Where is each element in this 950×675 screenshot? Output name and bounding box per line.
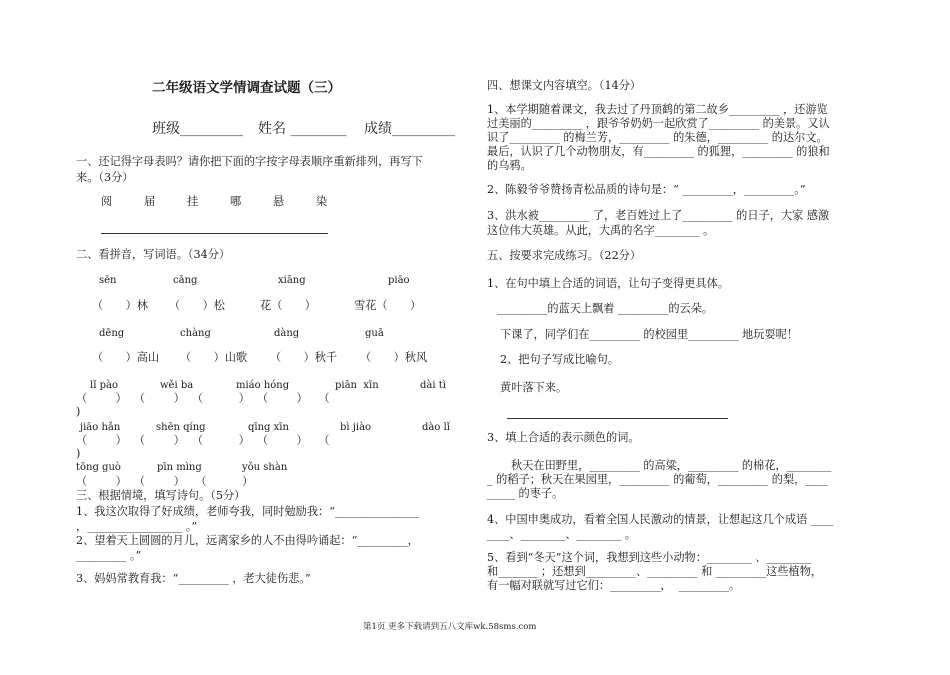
text-line: 过美丽的_________ ，跟爷爷奶奶一起欣赏了_________ 的美景。又认	[487, 117, 830, 130]
pinyin: piān xīn	[335, 380, 379, 391]
pinyin: jiāo hǎn	[80, 422, 121, 433]
word-blank[interactable]: （ ）松	[169, 299, 225, 312]
pinyin: cāng	[173, 275, 198, 286]
char-item: 染	[316, 195, 328, 208]
class-field-label: 班级_________	[152, 121, 243, 137]
page-footer: 第1页 更多下载请到五八文库wk.58sms.com	[363, 622, 537, 632]
word-blank[interactable]: （ ）林	[92, 299, 148, 312]
pinyin: dài tì	[420, 380, 446, 391]
pinyin: miáo hóng	[236, 380, 290, 391]
section5-heading: 五、按要求完成练习。（22分）	[487, 249, 642, 262]
char-item: 阅	[101, 195, 113, 208]
char-item: 哪	[230, 195, 242, 208]
poem-question-2-cont: _________ 。”	[76, 549, 142, 562]
pinyin: dēng	[99, 328, 125, 339]
exercise-3b: _ 的稻子；秋天在果园里，_________ 的葡萄，_________ 的梨，____	[487, 473, 828, 486]
exercise-2: 2、把句子写成比喻句。	[500, 353, 619, 366]
answer-line[interactable]	[101, 233, 328, 234]
poem-question-1: 1、我这次取得了好成绩，老师夸我，同时勉励我：“_______________	[76, 505, 419, 518]
exercise-5: 5、看到“冬天”这个词，我想到这些小动物：________ 、________	[487, 551, 812, 564]
pinyin: lǐ pào	[90, 380, 118, 391]
section2-heading: 二、看拼音，写词语。（34分）	[76, 248, 231, 261]
section4-heading: 四、想课文内容填空。（14分）	[487, 79, 642, 92]
exercise-3: 3、填上合适的表示颜色的词。	[487, 431, 640, 444]
text-line: 1、本学期随着课文，我去过了丹顶鹤的第二故乡_________ ，还游览	[487, 103, 828, 116]
pinyin: tōng guò	[76, 462, 121, 473]
pinyin: pīn mìng	[157, 462, 202, 473]
bracket-blanks[interactable]: （ ） （ ） （ ） （ ） （	[76, 434, 330, 447]
word-blank[interactable]: （ ）秋千	[270, 351, 338, 364]
name-field-label: 姓名 ________	[258, 121, 347, 137]
pinyin: shēn qíng	[156, 422, 206, 433]
word-blank[interactable]: （ ）高山	[92, 351, 160, 364]
pinyin: sēn	[99, 275, 117, 286]
exercise-1: 1、在句中填上合适的词语，让句子变得更具体。	[487, 277, 730, 290]
text-line: 的乌鸦。	[487, 159, 532, 172]
word-blank[interactable]: （ ）山歌	[180, 351, 248, 364]
pinyin: qīng xīn	[248, 422, 289, 433]
text-line: 这位伟大英雄。从此，大禹的名字________ 。	[487, 224, 715, 237]
pinyin: chàng	[180, 328, 211, 339]
bracket-close: )	[76, 447, 81, 460]
exercise-3a: 秋天在田野里，_________ 的高粱，_________ 的棉花，________	[511, 459, 832, 472]
pinyin: dào lǐ	[422, 422, 450, 433]
exercise-1a: _________的蓝天上飘着 _________的云朵。	[497, 302, 714, 315]
exercise-5-cont2: 有一幅对联就写过它们：_________， _________。	[487, 579, 741, 592]
text-line: 最后，认识了几个动物朋友，有_________ 的狐狸，_________ 的狼和	[487, 145, 830, 158]
section3-heading: 三、根据情境，填写诗句。（5分）	[76, 489, 246, 502]
exercise-2a: 黄叶落下来。	[500, 381, 568, 394]
pinyin: yǒu shàn	[242, 462, 288, 473]
text-line: 3、洪水被_________ 了，老百姓过上了_________ 的日子，大家 感激	[487, 209, 830, 222]
pinyin: dàng	[274, 328, 300, 339]
word-blank[interactable]: 雪花（ ）	[354, 299, 422, 312]
pinyin: wěi ba	[160, 380, 194, 391]
bracket-blanks[interactable]: （ ） （ ） （ ） （ ） （	[76, 392, 330, 405]
char-item: 届	[144, 195, 156, 208]
section1-instruction-cont: 来。（3分）	[76, 171, 134, 184]
word-blank[interactable]: 花（ ）	[260, 299, 316, 312]
poem-question-3: 3、妈妈常教育我：“_________ ，老大徒伤悲。”	[76, 572, 311, 585]
pinyin: bì jiào	[340, 422, 372, 433]
exercise-1b: 下课了，同学们在_________ 的校园里_________ 地玩耍呢！	[500, 328, 798, 341]
exercise-4: 4、中国申奥成功，看着全国人民激动的情景，让想起这几个成语 ____	[487, 513, 834, 526]
word-blank[interactable]: （ ）秋风	[360, 351, 428, 364]
poem-question: 2、陈毅爷爷赞扬青松品质的诗句是：“ _________，_________。”	[487, 183, 806, 196]
exam-title: 二年级语文学情调查试题（三）	[152, 80, 341, 96]
char-item: 挂	[187, 195, 199, 208]
pinyin: piāo	[388, 275, 410, 286]
section1-instruction: 一、还记得字母表吗？请你把下面的字按字母表顺序重新排列，再写下	[76, 155, 423, 168]
bracket-blanks[interactable]: （ ） （ ） （ ）	[76, 475, 254, 488]
bracket-close: )	[76, 405, 81, 418]
exercise-4-cont: ____、________、________ 。	[487, 528, 636, 541]
exercise-3c: _____ 的枣子。	[487, 487, 564, 500]
score-field-label: 成绩_________	[364, 121, 455, 137]
answer-line[interactable]	[507, 418, 728, 419]
exercise-5-cont: 和_______ ；还想到_________、_________ 和 _________这些植物，	[487, 565, 823, 578]
pinyin: xiāng	[278, 275, 306, 286]
poem-question-1-cont: ，_________________ 。”	[76, 520, 198, 533]
pinyin: guā	[365, 328, 384, 339]
text-line: 识了_________ 的梅兰芳，_________ 的朱德，_________ 的达尔文。	[487, 131, 828, 144]
char-item: 悬	[273, 195, 285, 208]
poem-question-2: 2、望着天上圆圆的月儿，远离家乡的人不由得吟诵起：“_________，	[76, 534, 419, 547]
